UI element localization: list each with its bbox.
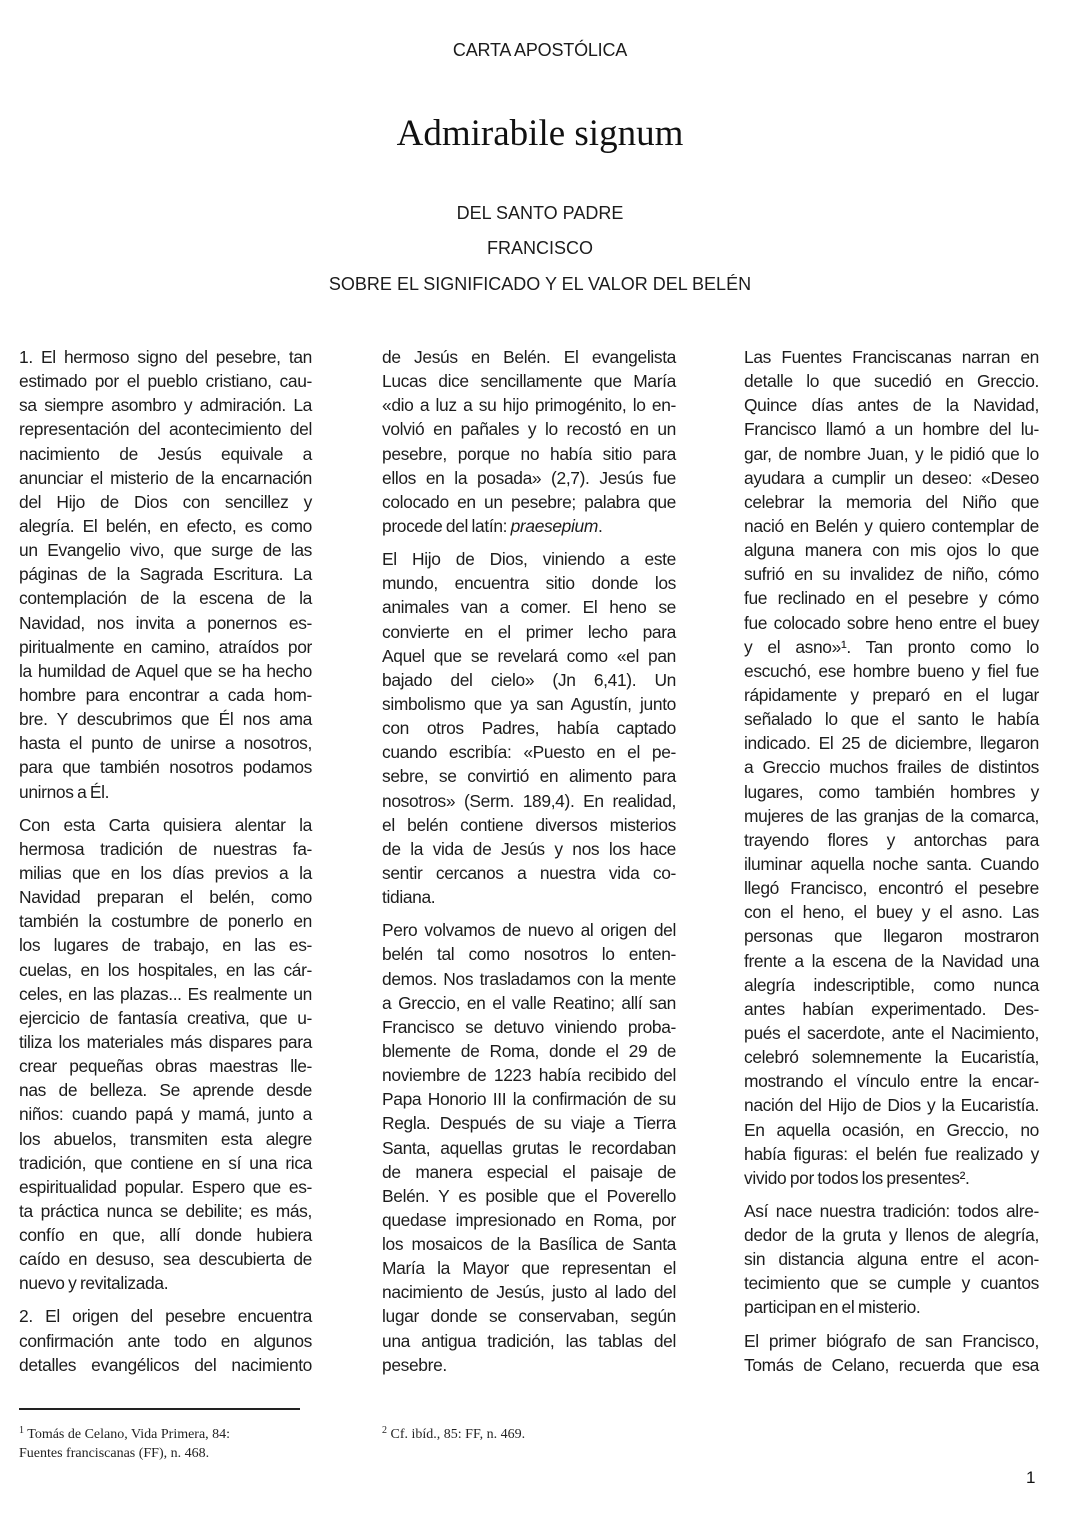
text-line: 2. El origen del pesebre encuentra [19, 1306, 312, 1327]
document-subtitle-topic: SOBRE EL SIGNIFICADO Y EL VALOR DEL BELÉN [328, 274, 752, 294]
text-line: celebró solemnemente la Eucaristía, [744, 1047, 1039, 1068]
footnote-1-mark: 1 [19, 1425, 24, 1436]
text-line: tecimiento que se cumple y cuantos [744, 1273, 1039, 1294]
document-kicker: CARTA APOSTÓLICA [452, 40, 628, 60]
text-line: la humildad de Aquel que se ha hecho [19, 660, 312, 681]
text-line: Papa Honorio III la confirmación de su [382, 1089, 676, 1110]
text-line: pesebre. [382, 1354, 447, 1375]
footnote-2-mark: 2 [382, 1425, 387, 1436]
text-line: nosotros» (Serm. 189,4). En realidad, [382, 790, 676, 811]
text-line: gar, de nombre Juan, y le pidió que lo [744, 443, 1039, 464]
text-line: vivido por todos los presentes². [744, 1167, 970, 1188]
text-line: dedor de la gruta y llenos de alegría, [744, 1225, 1039, 1246]
text-line: y el asno»¹. Tan pronto como lo [744, 636, 1039, 657]
text-line: hasta el punto de unirse a nosotros, [19, 733, 312, 754]
text-line: nas de belleza. Se aprende desde [19, 1080, 312, 1101]
text-line: animales van a comer. El heno se [382, 597, 676, 618]
text-line: sebre, se convirtió en alimento para [382, 766, 676, 787]
text-line: Francisco se detuvo viniendo proba- [382, 1016, 676, 1037]
paragraph [19, 1304, 312, 1376]
text-line: páginas de la Sagrada Escritura. La [19, 564, 312, 585]
text-line: tiliza los materiales más dispares para [19, 1031, 312, 1052]
text-line: Navidad preparan el belén, como [19, 887, 312, 908]
text-line: pués el sacerdote, ante el Nacimiento, [744, 1022, 1039, 1043]
text-line: estimado por el pueblo cristiano, cau- [19, 371, 312, 392]
text-column-3 [744, 345, 1039, 1386]
text-line: ayudara a cumplir un deseo: «Deseo [744, 467, 1039, 488]
text-line: a Greccio, en el valle Reatino; allí san [382, 992, 676, 1013]
text-line: Las Fuentes Franciscanas narran en [744, 347, 1039, 367]
text-line: frente a la escena de la Navidad una [744, 950, 1039, 971]
text-line: trayendo flores y antorchas para [744, 829, 1039, 850]
text-column-2 [382, 345, 676, 1386]
text-line: Navidad, nos invita a ponernos es- [19, 612, 312, 633]
text-line: bajado del cielo» (Jn 6,41). Un [382, 669, 676, 690]
text-line: Regla. Después de su viaje a Tierra [382, 1113, 676, 1134]
text-line: detalle lo que sucedió en Greccio. [744, 371, 1039, 392]
text-line: anunciar el misterio de la encarnación [19, 467, 312, 488]
text-line: pesebre, porque no había sitio para [382, 443, 676, 464]
text-line: el belén contiene diversos misterios [382, 814, 676, 835]
text-line: volvió en pañales y lo recostó en un [382, 419, 676, 440]
text-line: nació en Belén y quiero contemplar de [744, 515, 1039, 536]
text-line: En aquella ocasión, en Greccio, no [744, 1119, 1039, 1140]
footnote-1 [19, 1425, 339, 1463]
text-line: Así nace nuestra tradición: todos alre- [744, 1200, 1039, 1221]
text-line: Con esta Carta quisiera alentar la [19, 814, 312, 835]
text-line: personas que llegaron mostraron [744, 926, 1039, 947]
text-line: lugares, como también hombres y [744, 781, 1039, 802]
text-line: demos. Nos trasladamos con la mente [382, 968, 676, 989]
text-line: convierte en el primer lecho para [382, 621, 676, 642]
text-line: Santa, aquellas grutas le recordaban [382, 1137, 676, 1158]
text-line: nación del Hijo de Dios y la Eucaristía. [744, 1095, 1039, 1116]
text-line: celebrar la memoria del Niño que [744, 491, 1039, 512]
text-line: de manera especial el paisaje de [382, 1161, 676, 1182]
text-line: del Hijo de Dios con sencillez y [19, 491, 312, 512]
text-line: confío en que, allí donde hubiera [19, 1225, 312, 1246]
footnote-2 [382, 1425, 682, 1444]
text-column-1 [19, 345, 312, 1386]
footnote-1-text: Tomás de Celano, Vida Primera, 84: [27, 1427, 231, 1442]
paragraph [19, 813, 312, 1296]
text-line: crear pequeñas obras maestras lle- [19, 1056, 312, 1077]
text-line: caído en desuso, sea descubierta de [19, 1249, 312, 1270]
text-line: mostrando el vínculo entre la encar- [744, 1071, 1039, 1092]
text-line: celes, en las plazas... Es realmente un [19, 983, 312, 1004]
text-line: los abuelos, transmiten esta alegre [19, 1128, 312, 1149]
paragraph [744, 1199, 1039, 1320]
text-line: ejercicio de fantasía creativa, que u- [19, 1007, 312, 1028]
text-line: El Hijo de Dios, viniendo a este [382, 549, 676, 570]
text-line: nuevo y revitalizada. [19, 1273, 169, 1294]
text-line: los lugares de trabajo, en las es- [19, 935, 312, 956]
paragraph [382, 547, 676, 909]
text-line: confirmación ante todo en algunos [19, 1330, 312, 1351]
text-line: espiritualidad popular. Espero que es- [19, 1176, 312, 1197]
text-line: milias que en los días previos a la [19, 862, 312, 883]
text-line: piritualmente en camino, atraídos por [19, 636, 312, 657]
text-line: nacimiento de Jesús equivale a [19, 443, 312, 464]
text-run: . [597, 515, 603, 536]
text-line: 1. El hermoso signo del pesebre, tan [19, 347, 312, 367]
text-line: hombre para encontrar a cada hom- [19, 684, 312, 705]
text-line: para que también nosotros podamos [19, 757, 312, 778]
text-line: simbolismo que ya san Agustín, junto [382, 693, 676, 714]
text-line: antes habían experimentado. Des- [744, 998, 1039, 1019]
text-line: a Greccio muchos frailes de distintos [744, 757, 1039, 778]
text-line: Belén. Y es posible que el Poverello [382, 1185, 676, 1206]
text-line: los mosaicos de la Basílica de Santa [382, 1234, 676, 1255]
paragraph [19, 345, 312, 804]
footnote-separator [19, 1408, 300, 1410]
text-line: también la costumbre de ponerlo en [19, 911, 312, 932]
text-line: bre. Y descubrimos que Él nos ama [19, 709, 312, 730]
text-line: nacimiento de Jesús, justo al lado del [382, 1282, 676, 1303]
paragraph [744, 345, 1039, 1190]
footnote-2-text: Cf. ibíd., 85: FF, n. 469. [390, 1427, 526, 1442]
text-line: de Jesús en Belén. El evangelista [382, 347, 676, 367]
text-line: indicado. El 25 de diciembre, llegaron [744, 733, 1039, 754]
text-line: cuelas, en los hospitales, en las cár- [19, 959, 312, 980]
text-line: rápidamente y preparó en el lugar [744, 684, 1039, 705]
text-run: procede del latín: [382, 515, 511, 536]
text-line: «dio a luz a su hijo primogénito, lo en- [382, 395, 676, 416]
text-line: mujeres de las granjas de la comarca, [744, 805, 1039, 826]
text-line: Francisco llamó a un hombre del lu- [744, 419, 1039, 440]
text-line: quedase impresionado en Roma, por [382, 1209, 676, 1230]
text-line: unirnos a Él. [19, 781, 110, 802]
italic-term: praesepium [510, 515, 598, 536]
text-line: alguna manera con mis ojos lo que [744, 540, 1039, 561]
page-number: 1 [1026, 1468, 1036, 1487]
text-line: contemplación de la escena de la [19, 588, 312, 609]
text-line: de la vida de Jesús y nos los hace [382, 838, 676, 859]
text-line: María la Mayor que representan el [382, 1258, 676, 1279]
text-line: mundo, encuentra sitio donde los [382, 573, 676, 594]
text-line: El primer biógrafo de san Francisco, [744, 1330, 1039, 1351]
text-line: escuchó, ese hombre bueno y fiel fue [744, 660, 1039, 681]
text-line: lugar donde se conservaban, según [382, 1306, 676, 1327]
text-line: noviembre de 1223 había recibido del [382, 1065, 676, 1086]
text-line: fue colocado sobre heno entre el buey [744, 612, 1039, 633]
text-line: una antigua tradición, las tablas del [382, 1330, 676, 1351]
text-line: participan en el misterio. [744, 1297, 921, 1318]
text-line: fue reclinado en el pesebre y cómo [744, 588, 1039, 609]
footnote-1-text-continued: Fuentes franciscanas (FF), n. 468. [19, 1446, 210, 1461]
text-line: sentir cercanos a nuestra vida co- [382, 862, 676, 883]
text-line: iluminar aquella noche santa. Cuando [744, 853, 1039, 874]
text-line: ellos en la posada» (2,7). Jesús fue [382, 467, 676, 488]
text-line: cuando escribía: «Puesto en el pe- [382, 742, 676, 763]
text-line: señalado lo que el santo le había [744, 709, 1039, 730]
text-line: había figuras: el belén fue realizado y [744, 1143, 1039, 1164]
text-line: representación del acontecimiento del [19, 419, 312, 440]
document-subtitle-author-name: FRANCISCO [486, 238, 593, 258]
text-line: Pero volvamos de nuevo al origen del [382, 920, 676, 941]
text-line: con otros Padres, había captado [382, 718, 676, 739]
text-line: sin distancia alguna entre el acon- [744, 1249, 1039, 1270]
text-line: llegó Francisco, encontró el pesebre [744, 878, 1039, 899]
text-line: con el heno, el buey y el asno. Las [744, 902, 1039, 923]
text-line: hermosa tradición de nuestras fa- [19, 838, 312, 859]
text-line: alegría. El belén, en efecto, es como [19, 515, 312, 536]
text-line: Quince días antes de la Navidad, [744, 395, 1039, 416]
text-line: sufrió en su invalidez de niño, cómo [744, 564, 1039, 585]
document-title: Admirabile signum [396, 113, 684, 154]
text-line: blemente de Roma, donde el 29 de [382, 1040, 676, 1061]
paragraph [744, 1329, 1039, 1377]
text-line: ta práctica nunca se debilite; es más, [19, 1200, 312, 1221]
text-line: Aquel que se revelará como «el pan [382, 645, 676, 666]
text-line: Lucas dice sencillamente que María [382, 371, 676, 392]
text-line: tidiana. [382, 887, 436, 908]
paragraph [382, 345, 676, 538]
text-line: colocado en un pesebre; palabra que [382, 491, 676, 512]
text-line: sa siempre asombro y admiración. La [19, 395, 312, 416]
text-line: belén tal como nosotros lo enten- [382, 944, 676, 965]
text-line: Tomás de Celano, recuerda que esa [744, 1354, 1039, 1375]
text-line [382, 514, 676, 538]
text-line: tradición, que contiene en sí una rica [19, 1152, 312, 1173]
text-line: niños: cuando papá y mamá, junto a [19, 1104, 312, 1125]
document-subtitle-author-line: DEL SANTO PADRE [456, 203, 624, 223]
text-line: detalles evangélicos del nacimiento [19, 1354, 312, 1375]
text-line: un Evangelio vivo, que surge de las [19, 540, 312, 561]
text-line: alegría indescriptible, como nunca [744, 974, 1039, 995]
paragraph [382, 918, 676, 1377]
